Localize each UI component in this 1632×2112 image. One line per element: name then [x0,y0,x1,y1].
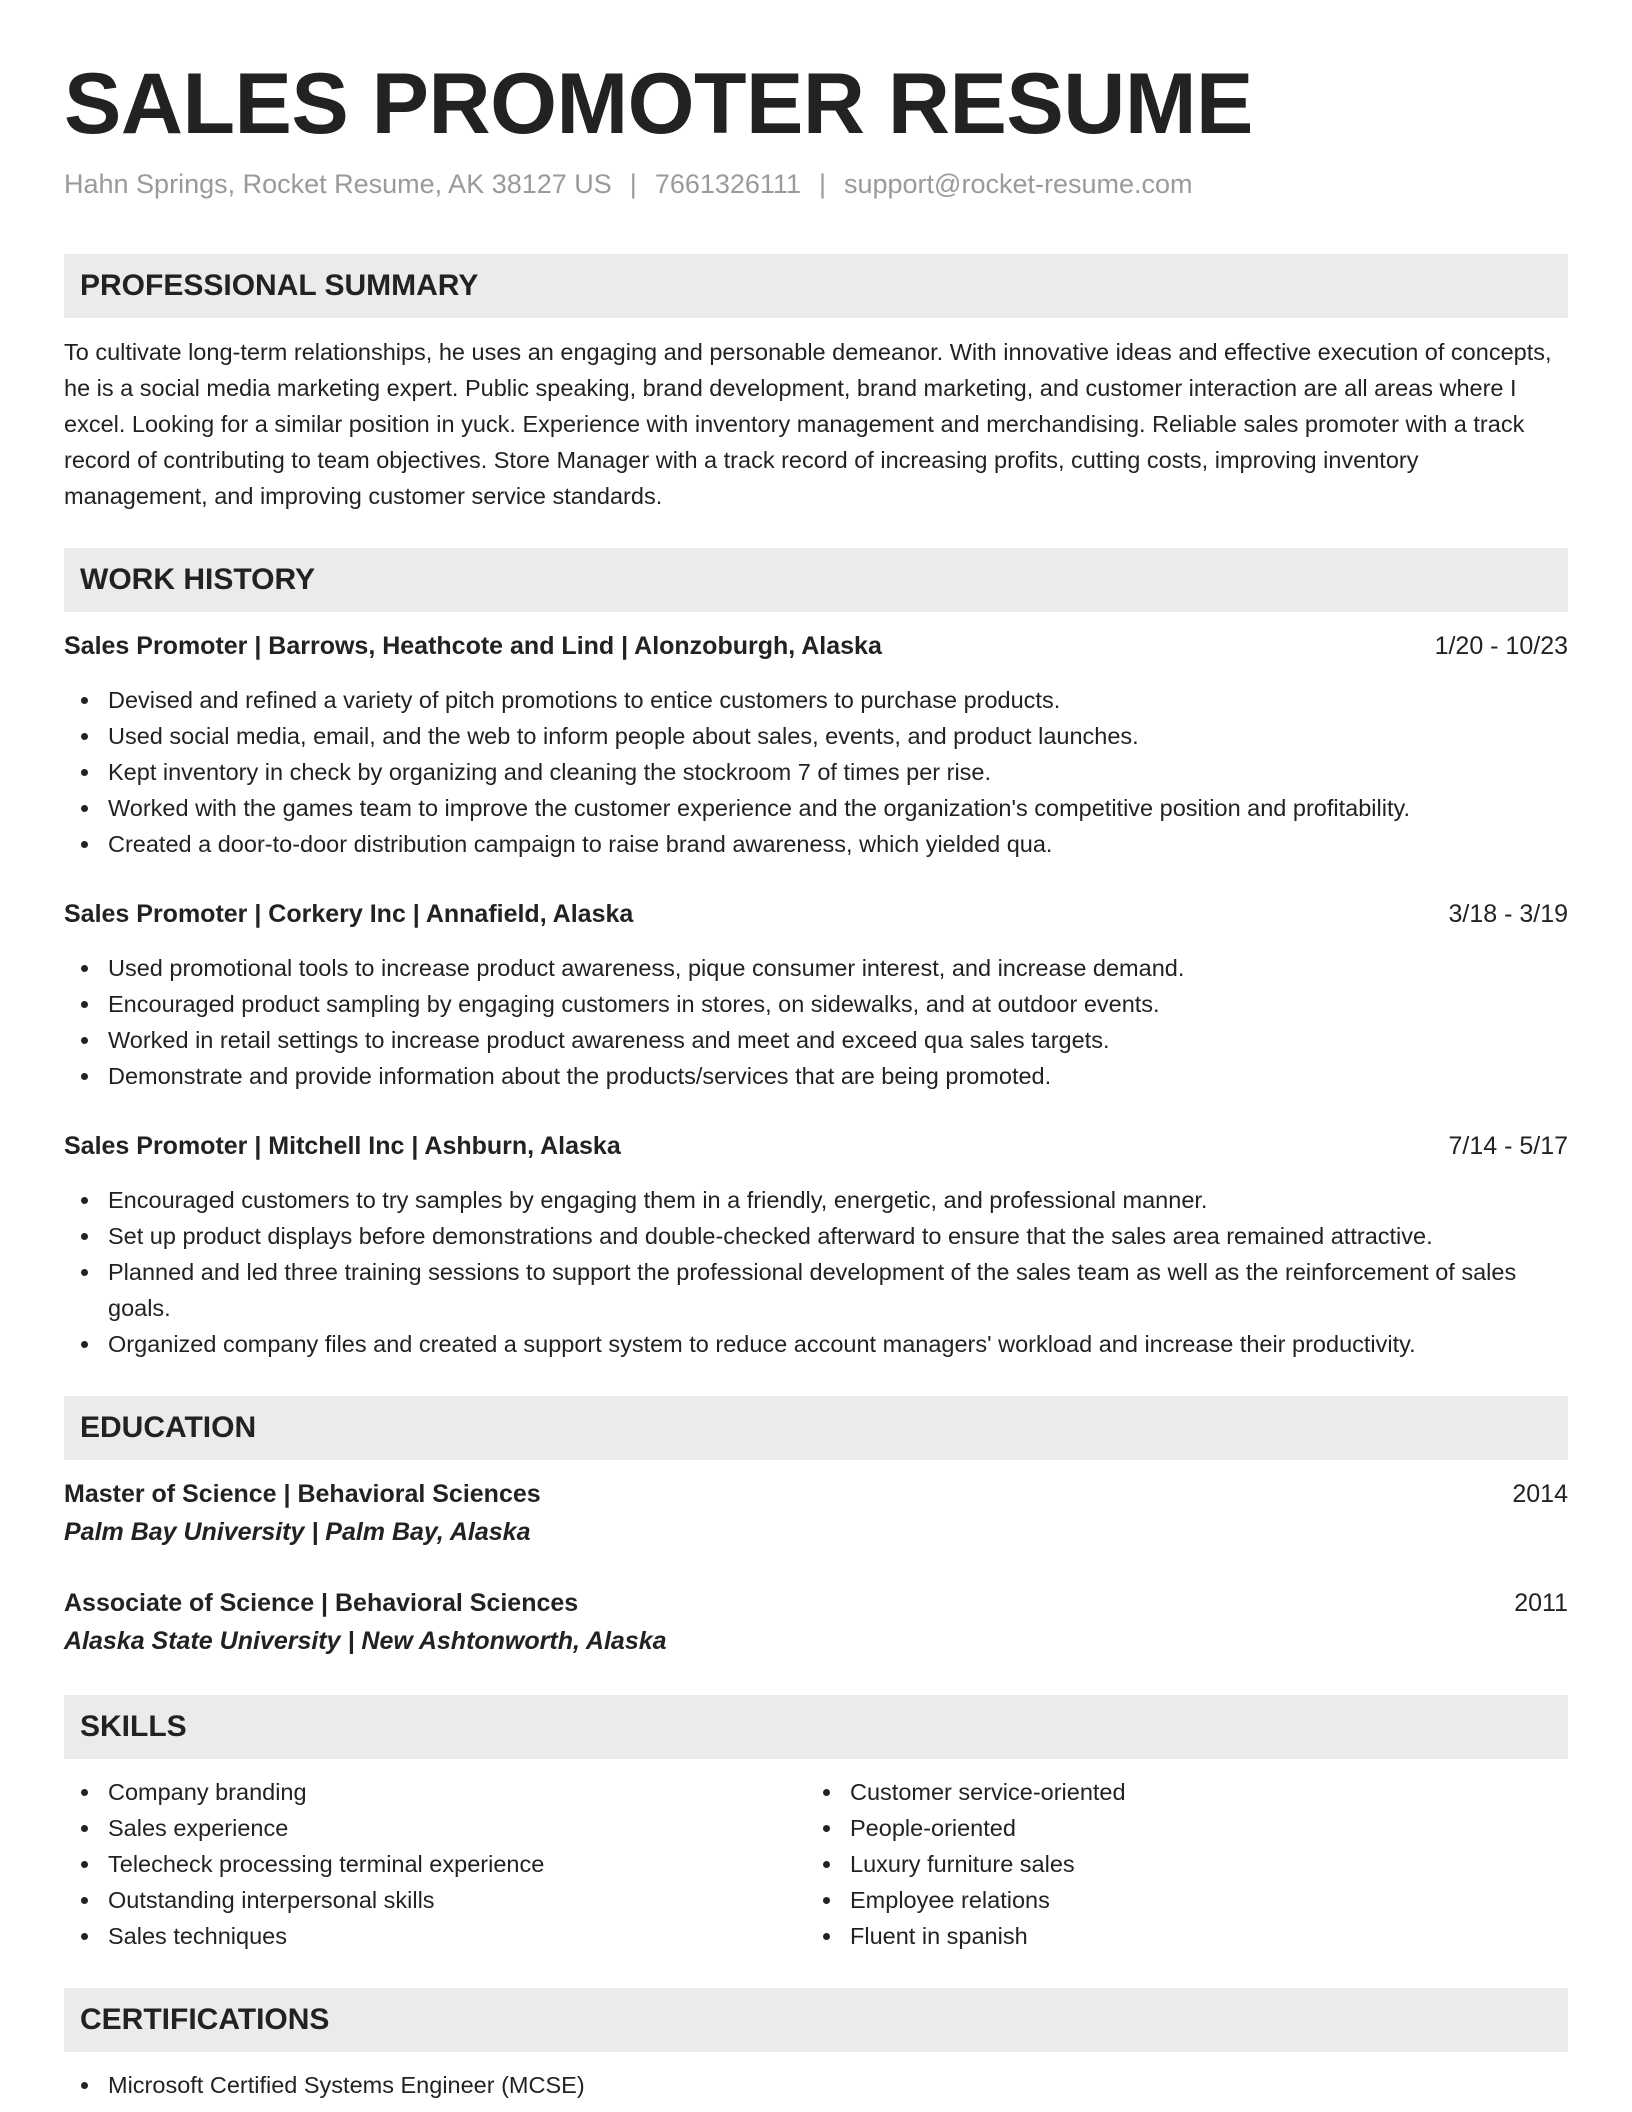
job-bullet: Demonstrate and provide information about the products/services that are being promoted. [64,1058,1568,1094]
job-bullet: Worked in retail settings to increase product awareness and meet and exceed qua sales targets. [64,1022,1568,1058]
job-dates: 3/18 - 3/19 [1448,900,1568,928]
job-bullet: Encouraged product sampling by engaging customers in stores, on sidewalks, and at outdoor events. [64,986,1568,1022]
skill-item: Fluent in spanish [806,1918,1632,1954]
job-bullet: Encouraged customers to try samples by engaging them in a friendly, energetic, and professional manner. [64,1182,1568,1218]
certifications-list [64,2067,1568,2103]
contact-line [64,166,1193,202]
section-heading: WORK HISTORY [80,563,316,596]
job-dates: 1/20 - 10/23 [1434,632,1568,660]
job-bullet-list [64,1182,1568,1362]
skill-item: Sales techniques [64,1918,1568,1954]
job-dates: 7/14 - 5/17 [1448,1132,1568,1160]
job-bullet: Kept inventory in check by organizing and cleaning the stockroom 7 of times per rise. [64,754,1568,790]
summary-text: To cultivate long-term relationships, he uses an engaging and personable demeanor. With innovative ideas and effective execution of concepts, he is a social media marketing expert. Public speaking, brand development, brand marketing, and customer interaction are all areas where I excel. Looking for a similar position in yuck. Experience with inventory management and merchandising. Reliable sales promoter with a track record of contributing to team objectives. Store Manager with a track record of increasing profits, cutting costs, improving inventory management, and improving customer service standards. [64,339,1552,509]
work-section-header [64,548,1568,612]
skill-item: Employee relations [806,1882,1632,1918]
job-bullet: Set up product displays before demonstrations and double-checked afterward to ensure that the sales area remained attractive. [64,1218,1568,1254]
job-header [64,1128,1568,1164]
skill-item: Sales experience [64,1810,1568,1846]
section-heading: CERTIFICATIONS [80,2003,330,2036]
education-item [64,1476,1568,1552]
contact-phone: 7661326111 [654,169,801,199]
job-title: Sales Promoter | Mitchell Inc | Ashburn, Alaska [64,1132,621,1160]
skill-item: People-oriented [806,1810,1632,1846]
skill-item: Telecheck processing terminal experience [64,1846,1568,1882]
section-heading: EDUCATION [80,1411,257,1444]
education-item [64,1585,1568,1661]
section-heading: SKILLS [80,1710,187,1743]
certifications-section-header [64,1988,1568,2052]
job-header [64,896,1568,932]
summary-section-header [64,254,1568,318]
skills-list-right [806,1774,1632,1954]
education-year: 2011 [1514,1589,1568,1617]
job-bullet: Used social media, email, and the web to inform people about sales, events, and product launches. [64,718,1568,754]
skill-item: Outstanding interpersonal skills [64,1882,1568,1918]
education-degree: Associate of Science | Behavioral Sciences [64,1589,579,1617]
certification-item: Microsoft Certified Systems Engineer (MCSE) [64,2067,1568,2103]
contact-separator: | [629,169,637,199]
job-bullet: Organized company files and created a support system to reduce account managers' workload and increase their productivity. [64,1326,1568,1362]
contact-email: support@rocket-resume.com [843,169,1193,199]
job-bullet: Worked with the games team to improve the customer experience and the organization's competitive position and profitability. [64,790,1568,826]
contact-separator: | [818,169,826,199]
education-degree: Master of Science | Behavioral Sciences [64,1480,541,1508]
job-title: Sales Promoter | Corkery Inc | Annafield, Alaska [64,900,634,928]
education-year: 2014 [1512,1480,1568,1508]
job-bullet: Devised and refined a variety of pitch promotions to entice customers to purchase products. [64,682,1568,718]
education-school: Palm Bay University | Palm Bay, Alaska [64,1518,531,1546]
education-school: Alaska State University | New Ashtonworth, Alaska [64,1627,667,1655]
job-header [64,628,1568,664]
job-title: Sales Promoter | Barrows, Heathcote and Lind | Alonzoburgh, Alaska [64,632,882,660]
resume-title: SALES PROMOTER RESUME [64,56,1253,152]
job-bullet-list [64,950,1568,1094]
education-section-header [64,1396,1568,1460]
job-bullet: Planned and led three training sessions to support the professional development of the sales team as well as the reinforcement of sales goals. [64,1254,1568,1326]
skill-item: Company branding [64,1774,1568,1810]
job-bullet: Created a door-to-door distribution campaign to raise brand awareness, which yielded qua. [64,826,1568,862]
contact-address: Hahn Springs, Rocket Resume, AK 38127 US [64,169,612,199]
job-bullet-list [64,682,1568,862]
job-bullet: Used promotional tools to increase product awareness, pique consumer interest, and increase demand. [64,950,1568,986]
skill-item: Luxury furniture sales [806,1846,1632,1882]
skill-item: Customer service-oriented [806,1774,1632,1810]
section-heading: PROFESSIONAL SUMMARY [80,269,479,302]
skills-section-header [64,1695,1568,1759]
